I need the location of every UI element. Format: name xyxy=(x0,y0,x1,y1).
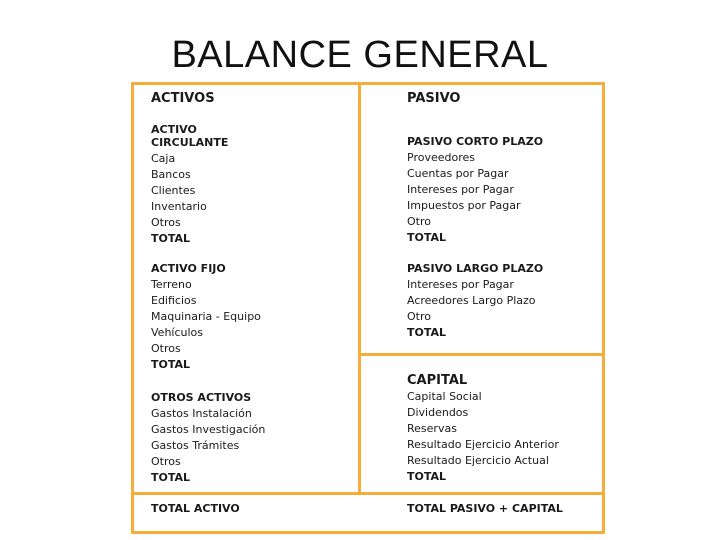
list-item: Reservas xyxy=(407,422,457,435)
pasivo-column xyxy=(407,91,460,107)
list-item: Proveedores xyxy=(407,151,475,164)
list-item: Impuestos por Pagar xyxy=(407,199,521,212)
total-pasivo-capital: TOTAL PASIVO + CAPITAL xyxy=(407,502,563,515)
column-divider xyxy=(358,82,361,492)
capital-section xyxy=(407,373,559,485)
section-total: TOTAL xyxy=(151,358,191,371)
list-item: Bancos xyxy=(151,168,191,181)
list-item: Cuentas por Pagar xyxy=(407,167,509,180)
section-title: OTROS ACTIVOS xyxy=(151,391,252,404)
list-item: Otro xyxy=(407,215,431,228)
list-item: Capital Social xyxy=(407,390,482,403)
list-item: Dividendos xyxy=(407,406,469,419)
list-item: Otro xyxy=(407,310,431,323)
list-item: Otros xyxy=(151,216,181,229)
list-item: Resultado Ejercicio Anterior xyxy=(407,438,559,451)
capital-header: CAPITAL xyxy=(407,373,468,388)
otros-activos-section xyxy=(151,390,265,486)
total-pasivo-capital-row xyxy=(407,501,563,517)
list-item: Caja xyxy=(151,152,176,165)
total-activo: TOTAL ACTIVO xyxy=(151,502,240,515)
page-title: BALANCE GENERAL xyxy=(171,34,549,76)
activos-header: ACTIVOS xyxy=(151,91,215,106)
section-title: PASIVO CORTO PLAZO xyxy=(407,135,544,148)
section-total: TOTAL xyxy=(407,470,447,483)
list-item: Intereses por Pagar xyxy=(407,278,514,291)
activo-circulante-section xyxy=(151,122,228,247)
list-item: Gastos Investigación xyxy=(151,423,266,436)
section-title: CIRCULANTE xyxy=(151,136,229,149)
list-item: Otros xyxy=(151,342,181,355)
pasivo-corto-section xyxy=(407,134,543,246)
list-item: Vehículos xyxy=(151,326,204,339)
list-item: Intereses por Pagar xyxy=(407,183,514,196)
section-total: TOTAL xyxy=(407,231,447,244)
capital-divider xyxy=(361,353,605,356)
activo-fijo-section xyxy=(151,261,261,373)
activos-column xyxy=(151,91,215,107)
list-item: Otros xyxy=(151,455,181,468)
list-item: Terreno xyxy=(151,278,192,291)
list-item: Acreedores Largo Plazo xyxy=(407,294,536,307)
list-item: Resultado Ejercicio Actual xyxy=(407,454,549,467)
section-title: PASIVO LARGO PLAZO xyxy=(407,262,544,275)
list-item: Gastos Trámites xyxy=(151,439,240,452)
totals-divider xyxy=(131,492,605,495)
list-item: Clientes xyxy=(151,184,196,197)
section-total: TOTAL xyxy=(151,232,191,245)
section-total: TOTAL xyxy=(151,471,191,484)
total-activo-row xyxy=(151,501,240,517)
section-title: ACTIVO FIJO xyxy=(151,262,226,275)
list-item: Edificios xyxy=(151,294,197,307)
pasivo-header: PASIVO xyxy=(407,91,461,106)
section-total: TOTAL xyxy=(407,326,447,339)
list-item: Maquinaria - Equipo xyxy=(151,310,261,323)
list-item: Inventario xyxy=(151,200,207,213)
pasivo-largo-section xyxy=(407,261,543,341)
section-title: ACTIVO xyxy=(151,123,197,136)
list-item: Gastos Instalación xyxy=(151,407,252,420)
